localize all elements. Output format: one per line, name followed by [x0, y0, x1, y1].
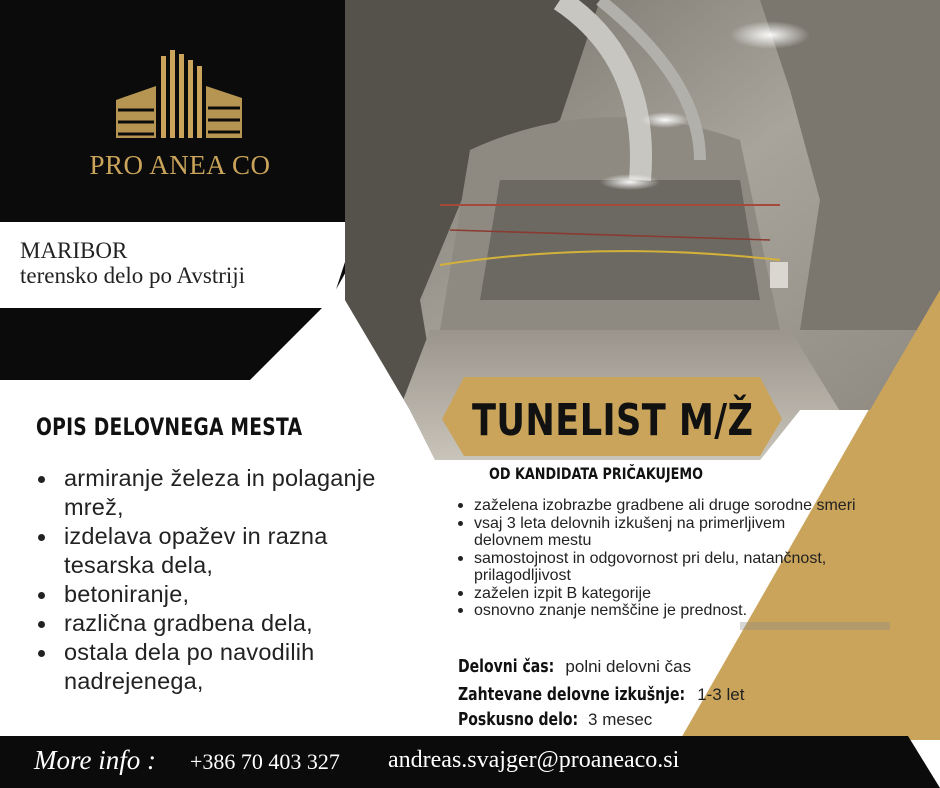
location-detail: terensko delo po Avstriji [20, 263, 246, 288]
job-title: TUNELIST M/Ž [472, 395, 754, 446]
list-item: zaželen izpit B kategorije [456, 585, 856, 603]
experience-label: Zahtevane delovne izkušnje: [458, 684, 686, 705]
experience-row [458, 684, 744, 705]
hours-value: polni delovni čas [565, 657, 692, 676]
list-item: zaželena izobrazbe gradbene ali druge sorodne smeri [456, 497, 856, 515]
expectations-title: OD KANDIDATA PRIČAKUJEMO [489, 464, 704, 483]
footer-label: More info : [34, 745, 156, 775]
list-item: samostojnost in odgovornost pri delu, natančnost, prilagodljivost [456, 550, 856, 585]
list-item: betoniranje, [36, 580, 416, 609]
location-city: MARIBOR [20, 238, 128, 263]
trial-value: 3 mesec [588, 710, 653, 729]
description-title: OPIS DELOVNEGA MESTA [36, 413, 303, 441]
trial-label: Poskusno delo: [458, 709, 579, 730]
experience-value: 1-3 let [697, 685, 745, 704]
location-block [20, 238, 245, 288]
requirements-list [456, 497, 856, 620]
company-name: PRO ANEA CO [89, 150, 271, 180]
duties-list [36, 464, 416, 696]
list-item: armiranje železa in polaganje mrež, [36, 464, 416, 522]
footer-phone[interactable]: +386 70 403 327 [190, 749, 340, 774]
trial-row [458, 709, 652, 730]
list-item: vsaj 3 leta delovnih izkušenj na primerljivem delovnem mestu [456, 515, 856, 550]
hours-row [458, 656, 691, 677]
list-item: različna gradbena dela, [36, 609, 416, 638]
list-item: ostala dela po navodilih nadrejenega, [36, 638, 416, 696]
list-item: izdelava opažev in razna tesarska dela, [36, 522, 416, 580]
hours-label: Delovni čas: [458, 656, 555, 677]
footer-email[interactable]: andreas.svajger@proaneaco.si [388, 747, 680, 773]
shadow-smudge [740, 622, 890, 630]
list-item: osnovno znanje nemščine je prednost. [456, 602, 856, 620]
